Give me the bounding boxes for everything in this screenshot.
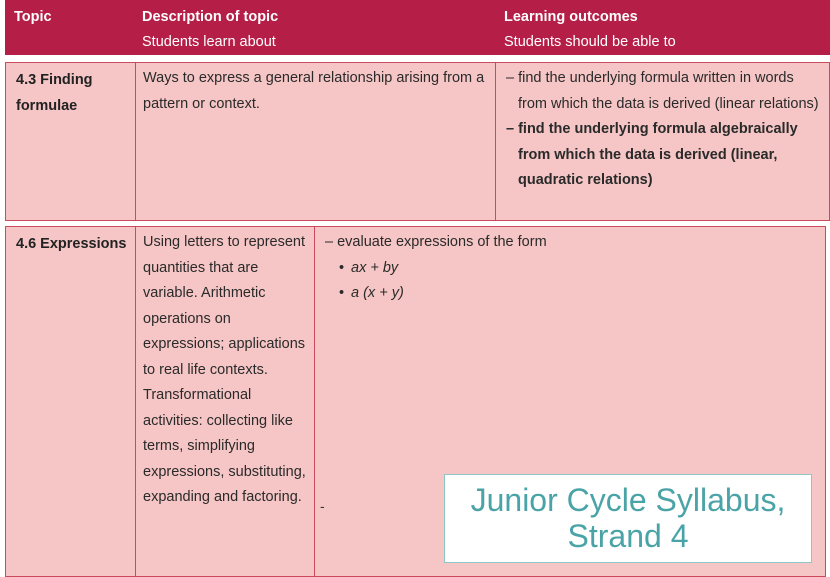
bullet-item bbox=[321, 281, 819, 307]
description-text: Ways to express a general relationship arising from a pattern or context. bbox=[143, 70, 485, 112]
header-description-sub: Students learn about bbox=[142, 34, 276, 50]
table-header bbox=[5, 0, 830, 57]
caption-line-1: Junior Cycle Syllabus, bbox=[470, 482, 786, 518]
row-4-3-description bbox=[135, 62, 496, 221]
bullet-icon: • bbox=[339, 259, 345, 276]
row-4-6-description bbox=[135, 226, 315, 577]
header-topic: Topic bbox=[14, 9, 52, 25]
bullet-item bbox=[321, 256, 819, 282]
row-4-3-topic bbox=[5, 62, 136, 221]
expression-text: a (x + y) bbox=[351, 285, 404, 301]
topic-label: 4.3 Finding formulae bbox=[16, 72, 93, 114]
outcome-item: – find the underlying formula algebraically from which the data is derived (linear, quadratic relations) bbox=[506, 121, 798, 188]
header-description: Description of topic bbox=[142, 9, 279, 25]
header-outcomes: Learning outcomes bbox=[504, 9, 638, 25]
stray-mark: - bbox=[320, 498, 325, 514]
outcome-intro: – evaluate expressions of the form bbox=[325, 234, 547, 250]
caption-box bbox=[444, 474, 812, 563]
bullet-icon: • bbox=[339, 285, 345, 301]
row-4-6-topic bbox=[5, 226, 136, 577]
row-4-3-outcomes bbox=[495, 62, 830, 221]
outcome-item: – find the underlying formula written in words from which the data is derived (linear relations) bbox=[506, 70, 819, 112]
topic-label: 4.6 Expressions bbox=[16, 236, 127, 252]
caption-line-2: Strand 4 bbox=[567, 518, 689, 554]
expression-text: ax + by bbox=[351, 259, 399, 276]
header-outcomes-sub: Students should be able to bbox=[504, 34, 676, 50]
description-text: Using letters to represent quantities that are variable. Arithmetic operations on expressions; applications to real life contexts. Transformational activities: collecting like terms, simplifying expressions, substituting, expanding and factoring. bbox=[143, 234, 306, 505]
